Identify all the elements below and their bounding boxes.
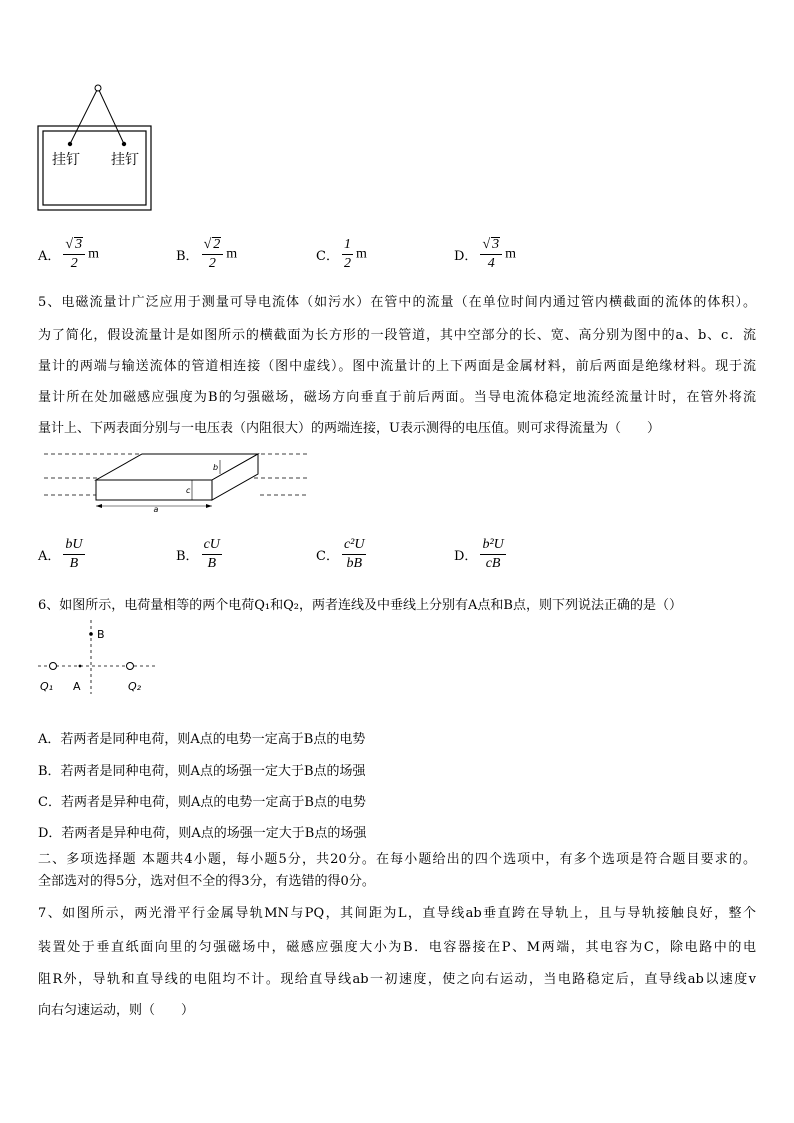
q4-option-d[interactable]: D． $\frac{√ 3}{4}$ m <box>454 237 517 271</box>
charges-figure <box>36 618 166 696</box>
fraction: $\frac{√ 2}{2}$ <box>202 236 224 273</box>
fraction: $\frac{1}{2}$ <box>343 237 351 271</box>
label-A: A <box>73 680 81 693</box>
q5-line-3: 量计的两端与输送流体的管道相连接（图中虚线）。图中流量计的上下两面是金属材料，前后两面是绝缘材料。现于流 <box>38 359 756 374</box>
section2-line-2: 全部选对的得5分，选对但不全的得3分，有选错的得0分。 <box>38 874 375 889</box>
q5-line-4: 量计所在处加磁感应强度为B的匀强磁场，磁场方向垂直于前后两面。当导电流体稳定地流经流量计时，在管外将流 <box>38 390 756 405</box>
q6-stem: 6、如图所示，电荷量相等的两个电荷Q₁和Q₂，两者连线及中垂线上分别有A点和B点，则下列说法正确的是（） <box>38 598 682 613</box>
label-Q2: Q₂ <box>128 680 142 693</box>
fraction: $\frac{\text{b²U}}{cB}$ <box>482 537 504 571</box>
q5-line-5: 量计上、下两表面分别与一电压表（内阻很大）的两端连接，U表示测得的电压值。则可求得流量为（ ） <box>38 421 660 436</box>
q6-option-c[interactable]: C．若两者是异种电荷，则A点的电势一定高于B点的电势 <box>38 795 366 810</box>
flowmeter-figure <box>40 446 315 516</box>
q5-line-1: 5、电磁流量计广泛应用于测量可导电流体（如污水）在管中的流量（在单位时间内通过管内横截面的流体的体积）。 <box>38 295 756 310</box>
q6-option-b[interactable]: B．若两者是同种电荷，则A点的场强一定大于B点的场强 <box>38 764 366 779</box>
section2-line-1: 二、多项选择题 本题共4小题，每小题5分，共20分。在每小题给出的四个选项中，有多个选项是符合题目要求的。 <box>38 852 756 867</box>
q4-option-c[interactable]: C． $\frac{1}{2}$ m <box>316 237 367 271</box>
fraction: $\frac{cU}{B}$ <box>203 537 220 571</box>
nail-label-right: 挂钉 <box>111 152 139 168</box>
q5-option-a[interactable]: A． $\frac{bU}{B}$ <box>38 537 83 571</box>
q7-line-3: 阻R外，导轨和直导线的电阻均不计。现给直导线ab一初速度，使之向右运动，当电路稳定后，直导线ab以速度v <box>38 972 756 987</box>
q4-option-a[interactable]: A． $\frac{√ 3}{2}$ m <box>38 237 99 271</box>
fraction: $\frac{√ 3}{2}$ <box>63 236 85 273</box>
label-b: b <box>213 463 219 472</box>
q7-line-4: 向右匀速运动，则（ ） <box>38 1003 195 1018</box>
fraction: $\frac{bU}{B}$ <box>65 537 83 571</box>
q7-line-2: 装置处于垂直纸面向里的匀强磁场中，磁感应强度大小为B．电容器接在P、M两端，其电容为C，除电路中的电 <box>38 940 756 955</box>
fraction: $\frac{\text{c²U}}{bB}$ <box>343 537 365 571</box>
label-Q1: Q₁ <box>40 680 54 693</box>
q7-line-1: 7、如图所示，两光滑平行金属导轨MN与PQ，其间距为L，直导线ab垂直跨在导轨上，且与导轨接触良好，整个 <box>38 906 756 921</box>
q5-line-2: 为了简化，假设流量计是如图所示的横截面为长方形的一段管道，其中空部分的长、宽、高分别为图中的a、b、c．流 <box>38 328 756 343</box>
nail-label-left: 挂钉 <box>52 152 80 168</box>
q5-option-b[interactable]: B． $\frac{cU}{B}$ <box>176 537 220 571</box>
q4-option-b[interactable]: B． $\frac{√ 2}{2}$ m <box>176 237 238 271</box>
label-c: c <box>186 486 191 495</box>
label-B: B <box>97 628 105 641</box>
label-a: a <box>153 505 159 514</box>
q6-option-a[interactable]: A．若两者是同种电荷，则A点的电势一定高于B点的电势 <box>38 732 366 747</box>
q5-option-c[interactable]: C． $\frac{\text{c²U}}{bB}$ <box>316 537 365 571</box>
q5-option-d[interactable]: D． $\frac{\text{b²U}}{cB}$ <box>454 537 504 571</box>
fraction: $\frac{√ 3}{4}$ <box>480 236 502 273</box>
q6-option-d[interactable]: D．若两者是异种电荷，则A点的场强一定大于B点的场强 <box>38 826 367 841</box>
